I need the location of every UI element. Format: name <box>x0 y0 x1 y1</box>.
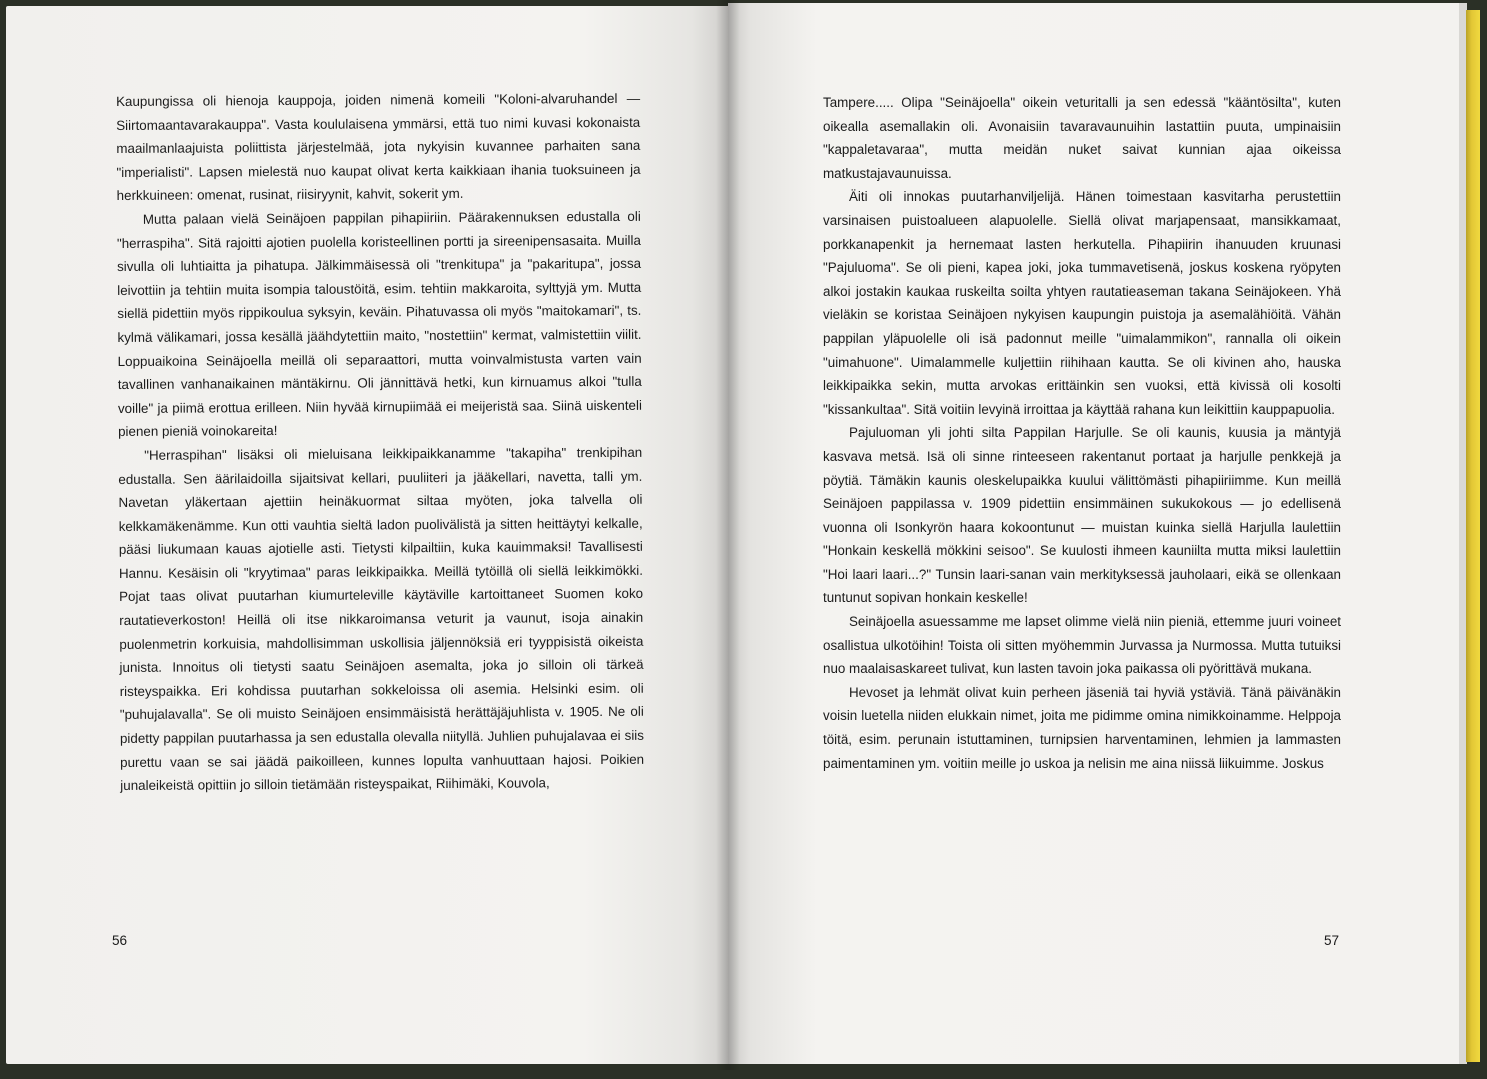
paragraph: Mutta palaan vielä Seinäjoen pappilan pihapiiriin. Päärakennuksen edustalla oli "herraspiha". Sitä rajoitti ajotien puolella koristeellinen portti ja sireenipensasaita. Muilla sivulla oli luhtiaitta ja pihatupa. Jälkimmäisessä oli "trenkitupa" ja "pakaritupa", jossa leivottiin ja tehtiin muita isompia taloustöitä, esim. tehtiin makkaroita, sylttyjä ym. Mutta siellä pidettiin myös rippikoulua syksyin, keväin. Pihatuvassa oli myös "maitokamari", ts. kylmä välikamari, jossa kesällä jäähdytettiin maito, "nostettiin" kermat, valmistettiin viilit. Loppuaikoina Seinäjoella meillä oli separaattori, mutta voinvalmistusta varten vain tavallinen vanhanaikainen mäntäkirnu. Oli jännittävä hetki, kun kirnuamus alkoi "tulla voille" ja piimä erottua erilleen. Niin hyvää kirnupiimää ei meijeristä saa. Siinä uiskenteli pienen pieniä voinokareita! <box>116 208 642 440</box>
paragraph: Äiti oli innokas puutarhanviljelijä. Hänen toimestaan kasvitarha perustettiin varsinaisen puistoalueen alapuolelle. Siellä olivat marjapensaat, mansikkamaat, porkkanapenkit ja hernemaat lasten herkutella. Pihapiirin ihanuuden kruunasi "Pajuluoma". Se oli pieni, kapea joki, joka tummavetisenä, joskus koskena ryöpyten alkoi jostakin kaukaa ruskeilta soilta yhtyen rautatieaseman takana Seinäjokeen. Yhä vieläkin se koristaa Seinäjoen nykyisen kaupungin puistoja ja asemalähiöitä. Vähän pappilan yläpuolelle oli isä padonnut meille "uimalammikon", rannalla oli oikein "uimahuone". Uimalammelle kuljettiin riihihaan kautta. Se oli kivinen aho, hauska leikkipaikka sekin, mutta arvokas erittäinkin sen vuoksi, että kivissä oli kosolti "kissankultaa". Sitä voitiin levyinä irroittaa ja käyttää rahana kun leikittiin kauppapuolia. <box>823 189 1341 417</box>
paragraph: Pajuluoman yli johti silta Pappilan Harjulle. Se oli kaunis, kuusia ja mäntyjä kasvava metsä. Isä oli sinne rinteeseen rakentanut portaat ja harjulle penkkejä ja pöytiä. Tämäkin kaunis oleskelupaikka kuului välittömästi pihapiiriimme. Kun meillä Seinäjoen pappilassa v. 1909 pidettiin ensimmäinen sukukokous — jo edellisenä vuonna oli Isonkyrön haara kokoontunut — muistan kuinka siellä Harjulla laulettiin "Honkain keskellä mökkini seisoo". Se kuulosti ihmeen kauniilta mutta miksi laulettiin "Hoi laari laari...?" Tunsin laari-sanan vain merkityksessä jauholaari, eikä se ollenkaan tuntunut sopivan honkain keskelle! <box>823 425 1341 606</box>
paragraph: "Herraspihan" lisäksi oli mieluisana leikkipaikkanamme "takapiha" trenkipihan edustalla. Sen äärilaidoilla sijaitsivat kellari, puuliiteri ja jääkellari, navetta, talli ym. Navetan yläkertaan ajettiin heinäkuormat siltaa myöten, joka talvella oli kelkkamäkenämme. Kun otti vauhtia sieltä ladon puolivälistä ja sitten heittäytyi kelkalle, pääsi liukumaan kauas ajotielle asti. Tietysti kilpailtiin, kuka kauimmaksi! Tavallisesti Hannu. Kesäisin oli "kryytimaa" paras leikkipaikka. Meillä tytöillä oli siellä leikkimökki. Pojat taas olivat puutarhan kiumurteleville käytäville kartoittaneet Suomen koko rautatieverkoston! Heillä oli itse nikkaroimansa veturit ja vaunut, isoja ainakin puolenmetrin korkuisia, mahdollisimman uskollisia jäljennöksiä eri tyyppisistä oikeista junista. Innoitus oli tietysti saatu Seinäjoen asemalta, joka jo silloin oli tärkeä risteyspaikka. Eri kohdissa puutarhan sokkeloissa oli asemia. Helsinki esim. oli "puhujalavalla". Se oli muisto Seinäjoen ensimmäisistä herättäjäjuhlista v. 1905. Ne oli pidetty pappilan puutarhassa ja sen edustalla olevalla niityllä. Juhlien puhujalavaa ei siis purettu vaan se sai jäädä paikoilleen, kunnes lopulta vanhuuttaan hajosi. Poikien junaleikeistä opittiin jo silloin tietämään risteyspaikat, Riihimäki, Kouvola, <box>118 444 645 794</box>
right-page <box>728 3 1466 1064</box>
paragraph: Seinäjoella asuessamme me lapset olimme vielä niin pieniä, ettemme juuri voineet osallistua ulkotöihin! Toista oli sitten myöhemmin Jurvassa ja Nurmossa. Mutta tutuiksi nuo maalaisaskareet tulivat, kun lasten tavoin joka paikassa oli pyörittävä mukana. <box>823 614 1341 677</box>
paragraph: Hevoset ja lehmät olivat kuin perheen jäseniä tai hyviä ystäviä. Tänä päivänäkin voisin luetella niiden elukkain nimet, joita me pidimme omina nimikkoinamme. Helppoja töitä, esim. perunain istuttaminen, turnipsien harventaminen, lehmien ja lammasten paimentaminen ym. voitiin meille jo uskoa ja nelisin me aina niissä liikuimme. Joskus <box>823 684 1341 771</box>
paragraph: Tampere..... Olipa "Seinäjoella" oikein veturitalli ja sen edessä "kääntösilta", kuten oikealla asemallakin oli. Avonaisiin tavaravaunuihin lastattiin puuta, umpinaisiin "kappaletavaraa", mutta meidän nuket saivat kunnian ajaa oikeissa matkustajavaunuissa. <box>823 95 1341 181</box>
right-page-text <box>823 91 1341 775</box>
book-gutter <box>716 0 740 1070</box>
page-number-left: 56 <box>112 933 128 948</box>
left-page <box>6 6 728 1064</box>
left-page-text <box>116 87 644 798</box>
book-cover-edge <box>1466 10 1480 1062</box>
page-number-right: 57 <box>1324 933 1340 948</box>
paragraph: Kaupungissa oli hienoja kauppoja, joiden nimenä komeili "Koloni-alvaruhandel — Siirtomaantavarakauppa". Vasta koululaisena ymmärsi, että tuo nimi kuvasi kokonaista maailmanlaajuista poliittista järjestelmää, jota nykyisin kuvannee parhaiten sana "imperialisti". Lapsen mielestä nuo kaupat olivat kerta kaikkiaan ihania tuoksuineen ja herkkuineen: omenat, rusinat, riisiryynit, kahvit, sokerit ym. <box>116 90 641 204</box>
